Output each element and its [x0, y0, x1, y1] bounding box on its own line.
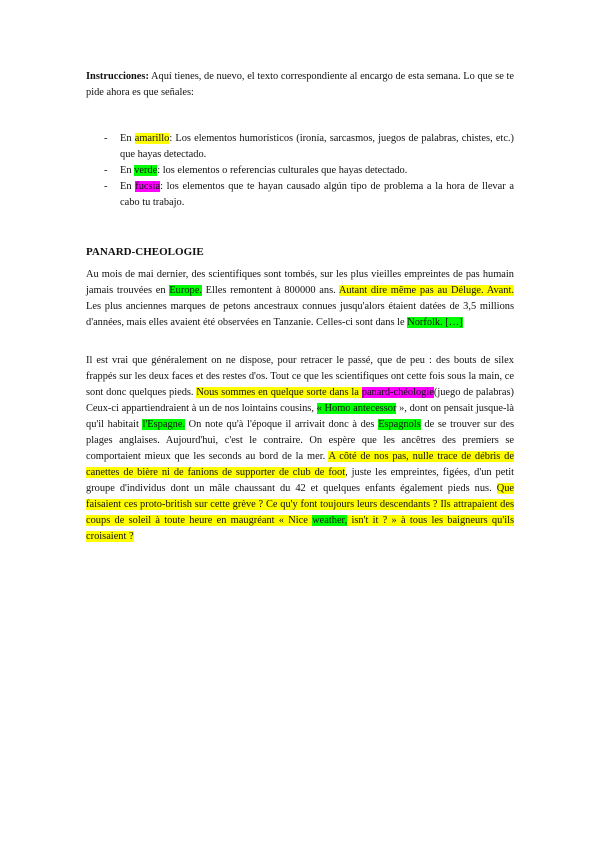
text-run: Elles remontent à 800000 ans. [201, 285, 339, 296]
text-run: Il est vrai que généralement on ne dispose, pour retracer le passé, que de peu : des bouts de silex frappés sur les deux faces et des restes d'os. Tout ce que les scientifiques ont cette fois sous la main, ce sont donc quelques pieds. [86, 355, 514, 398]
list-dash: - [104, 181, 108, 192]
text-run: de se trouver sur des plages anglaises. Aujourd'hui, c'est le contraire. On espère que les ancêtres des premiers se comportaient mieux que les seconds au bord de la mer. [86, 419, 514, 462]
highlight-fuchsia-word: fucsia [135, 181, 161, 192]
list-item-prefix: En [120, 133, 135, 144]
text-run: Au mois de mai dernier, des scientifiques sont tombés, sur les plus vieilles empreintes de pas humain jamais trouvées en [86, 269, 514, 296]
list-dash: - [104, 165, 108, 176]
highlight-yellow: isn't it ? » à tous les baigneurs qu'ils croisaient ? [86, 515, 515, 542]
highlight-yellow: Que faisaient ces proto-british sur cette grève ? Ce qu'y font toujours leurs descendants ? Ils attrapaient des coups de soleil à toute heure en maugréant « Nice [86, 483, 514, 526]
highlight-green: Europe. [169, 285, 202, 296]
highlight-yellow-word: amarillo [134, 133, 170, 144]
highlight-green: weather, [312, 515, 348, 526]
text-run: Les plus anciennes marques de petons ancestraux connues jusqu'alors étaient datées de 3,5 millions d'années, mais elles avaient été observées en Tanzanie. Celles-ci sont dans le [86, 301, 514, 328]
text-run: On note qu'à l'époque il arrivait donc à des [185, 419, 379, 430]
text-run: , juste les empreintes, figées, d'un petit groupe d'individus dont un mâle chaussant du 42 et quelques enfants également pieds nus. [86, 467, 514, 494]
highlight-green-word: verde [134, 165, 158, 176]
highlight-yellow: A côté de nos pas, nulle trace de débris de canettes de bière ni de fanions de supporter de club de foot [86, 451, 514, 478]
list-item-fuchsia [86, 179, 514, 211]
instructions-text: Aquí tienes, de nuevo, el texto correspondiente al encargo de esta semana. Lo que se te pide ahora es que señales: [86, 71, 514, 98]
instructions-list [86, 131, 514, 211]
highlight-yellow: Nous sommes en quelque sorte dans la [196, 387, 362, 398]
document-title: PANARD-CHEOLOGIE [86, 246, 204, 258]
text-run: », dont on pensait jusque-là qu'il habitait [86, 403, 515, 430]
list-item-prefix: En [120, 165, 135, 176]
text-run: (juego de palabras) Ceux-ci appartiendraient à un de nos lointains cousins, [86, 387, 514, 414]
highlight-fuchsia: panard-chéologie [361, 387, 434, 398]
list-item-green [86, 163, 514, 179]
instructions-paragraph [86, 69, 514, 101]
list-item-text: : Los elementos humorísticos (ironía, sarcasmos, juegos de palabras, chistes, etc.) que hayas detectado. [120, 133, 514, 160]
highlight-green: Espagnols [378, 419, 421, 430]
highlight-green: Norfolk. […] [407, 317, 463, 328]
list-item-prefix: En [120, 181, 136, 192]
highlight-green: l'Espagne. [142, 419, 186, 430]
list-item-text: : los elementos o referencias culturales que hayas detectado. [157, 165, 408, 176]
highlight-green: « Homo antecessor [316, 403, 397, 414]
highlight-yellow: Autant dire même pas au Déluge. Avant. [338, 285, 514, 296]
instructions-label: Instrucciones: [86, 71, 149, 82]
list-dash: - [104, 133, 108, 144]
list-item-text: : los elementos que te hayan causado algún tipo de problema a la hora de llevar a cabo tu trabajo. [120, 181, 515, 208]
paragraph-1 [86, 267, 514, 331]
paragraph-2 [86, 353, 514, 545]
list-item-yellow [86, 131, 514, 163]
